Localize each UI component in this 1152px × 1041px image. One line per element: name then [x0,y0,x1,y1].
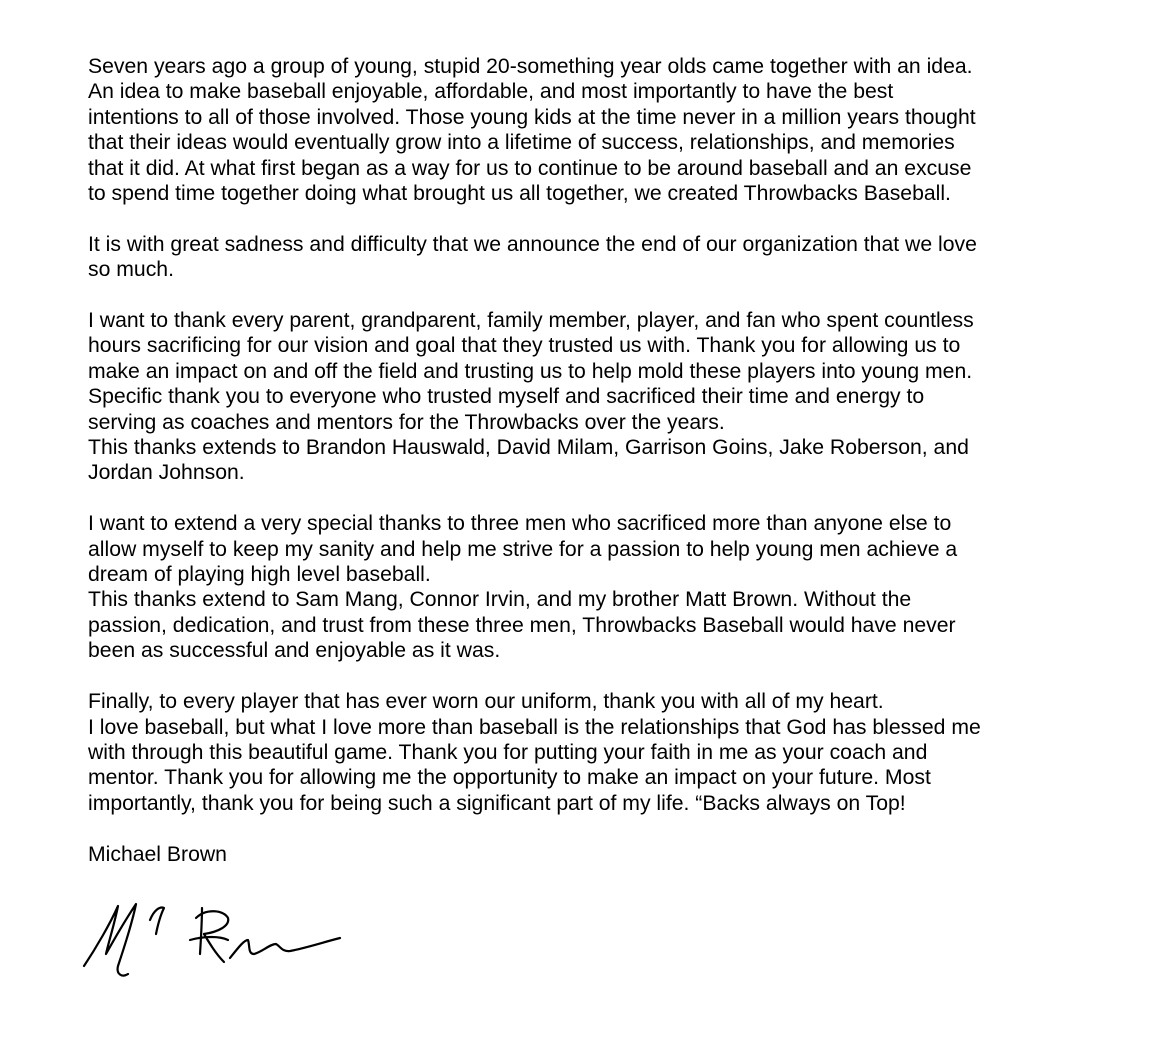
text-line: serving as coaches and mentors for the Throwbacks over the years. [88,410,725,434]
paragraph-origin [88,54,1088,206]
handwritten-signature-icon [78,896,348,986]
text-line: Finally, to every player that has ever worn our uniform, thank you with all of my heart. [88,690,884,714]
paragraph-special-thanks [88,511,1088,663]
text-line: An idea to make baseball enjoyable, affordable, and most importantly to have the best [88,80,894,104]
paragraph-thanks-families [88,308,1088,486]
text-line: This thanks extends to Brandon Hauswald, David Milam, Garrison Goins, Jake Roberson, and [88,436,969,460]
text-line: intentions to all of those involved. Those young kids at the time never in a million years thought [88,105,976,129]
text-line: I want to extend a very special thanks to three men who sacrificed more than anyone else to [88,512,952,536]
letter-body [88,54,1088,867]
text-line: passion, dedication, and trust from these three men, Throwbacks Baseball would have never [88,613,956,637]
text-line: make an impact on and off the field and trusting us to help mold these players into young men. [88,359,973,383]
text-line: I want to thank every parent, grandparent, family member, player, and fan who spent countless [88,309,974,333]
text-line: Seven years ago a group of young, stupid 20-something year olds came together with an idea. [88,55,973,78]
text-line: that it did. At what first began as a way for us to continue to be around baseball and an excuse [88,156,972,180]
text-line: allow myself to keep my sanity and help me strive for a passion to help young men achieve a [88,537,958,561]
text-line: so much. [88,258,174,282]
text-line: to spend time together doing what brought us all together, we created Throwbacks Baseball. [88,182,951,206]
text-line: I love baseball, but what I love more than baseball is the relationships that God has blessed me [88,715,981,739]
text-line: importantly, thank you for being such a significant part of my life. “Backs always on Top! [88,791,906,815]
text-line: been as successful and enjoyable as it was. [88,639,501,663]
text-line: dream of playing high level baseball. [88,563,431,587]
paragraph-players [88,689,1088,816]
text-line: Jordan Johnson. [88,461,245,485]
text-line: that their ideas would eventually grow into a lifetime of success, relationships, and memories [88,131,955,155]
text-line: It is with great sadness and difficulty that we announce the end of our organization that we love [88,232,977,256]
text-line: with through this beautiful game. Thank you for putting your faith in me as your coach and [88,740,928,764]
text-line: hours sacrificing for our vision and goal that they trusted us with. Thank you for allowing us to [88,334,961,358]
signoff-name: Michael Brown [88,842,227,866]
paragraph-announcement [88,232,1088,283]
text-line: mentor. Thank you for allowing me the opportunity to make an impact on your future. Most [88,766,931,790]
text-line: Specific thank you to everyone who trusted myself and sacrificed their time and energy to [88,385,925,409]
text-line: This thanks extend to Sam Mang, Connor Irvin, and my brother Matt Brown. Without the [88,588,912,612]
